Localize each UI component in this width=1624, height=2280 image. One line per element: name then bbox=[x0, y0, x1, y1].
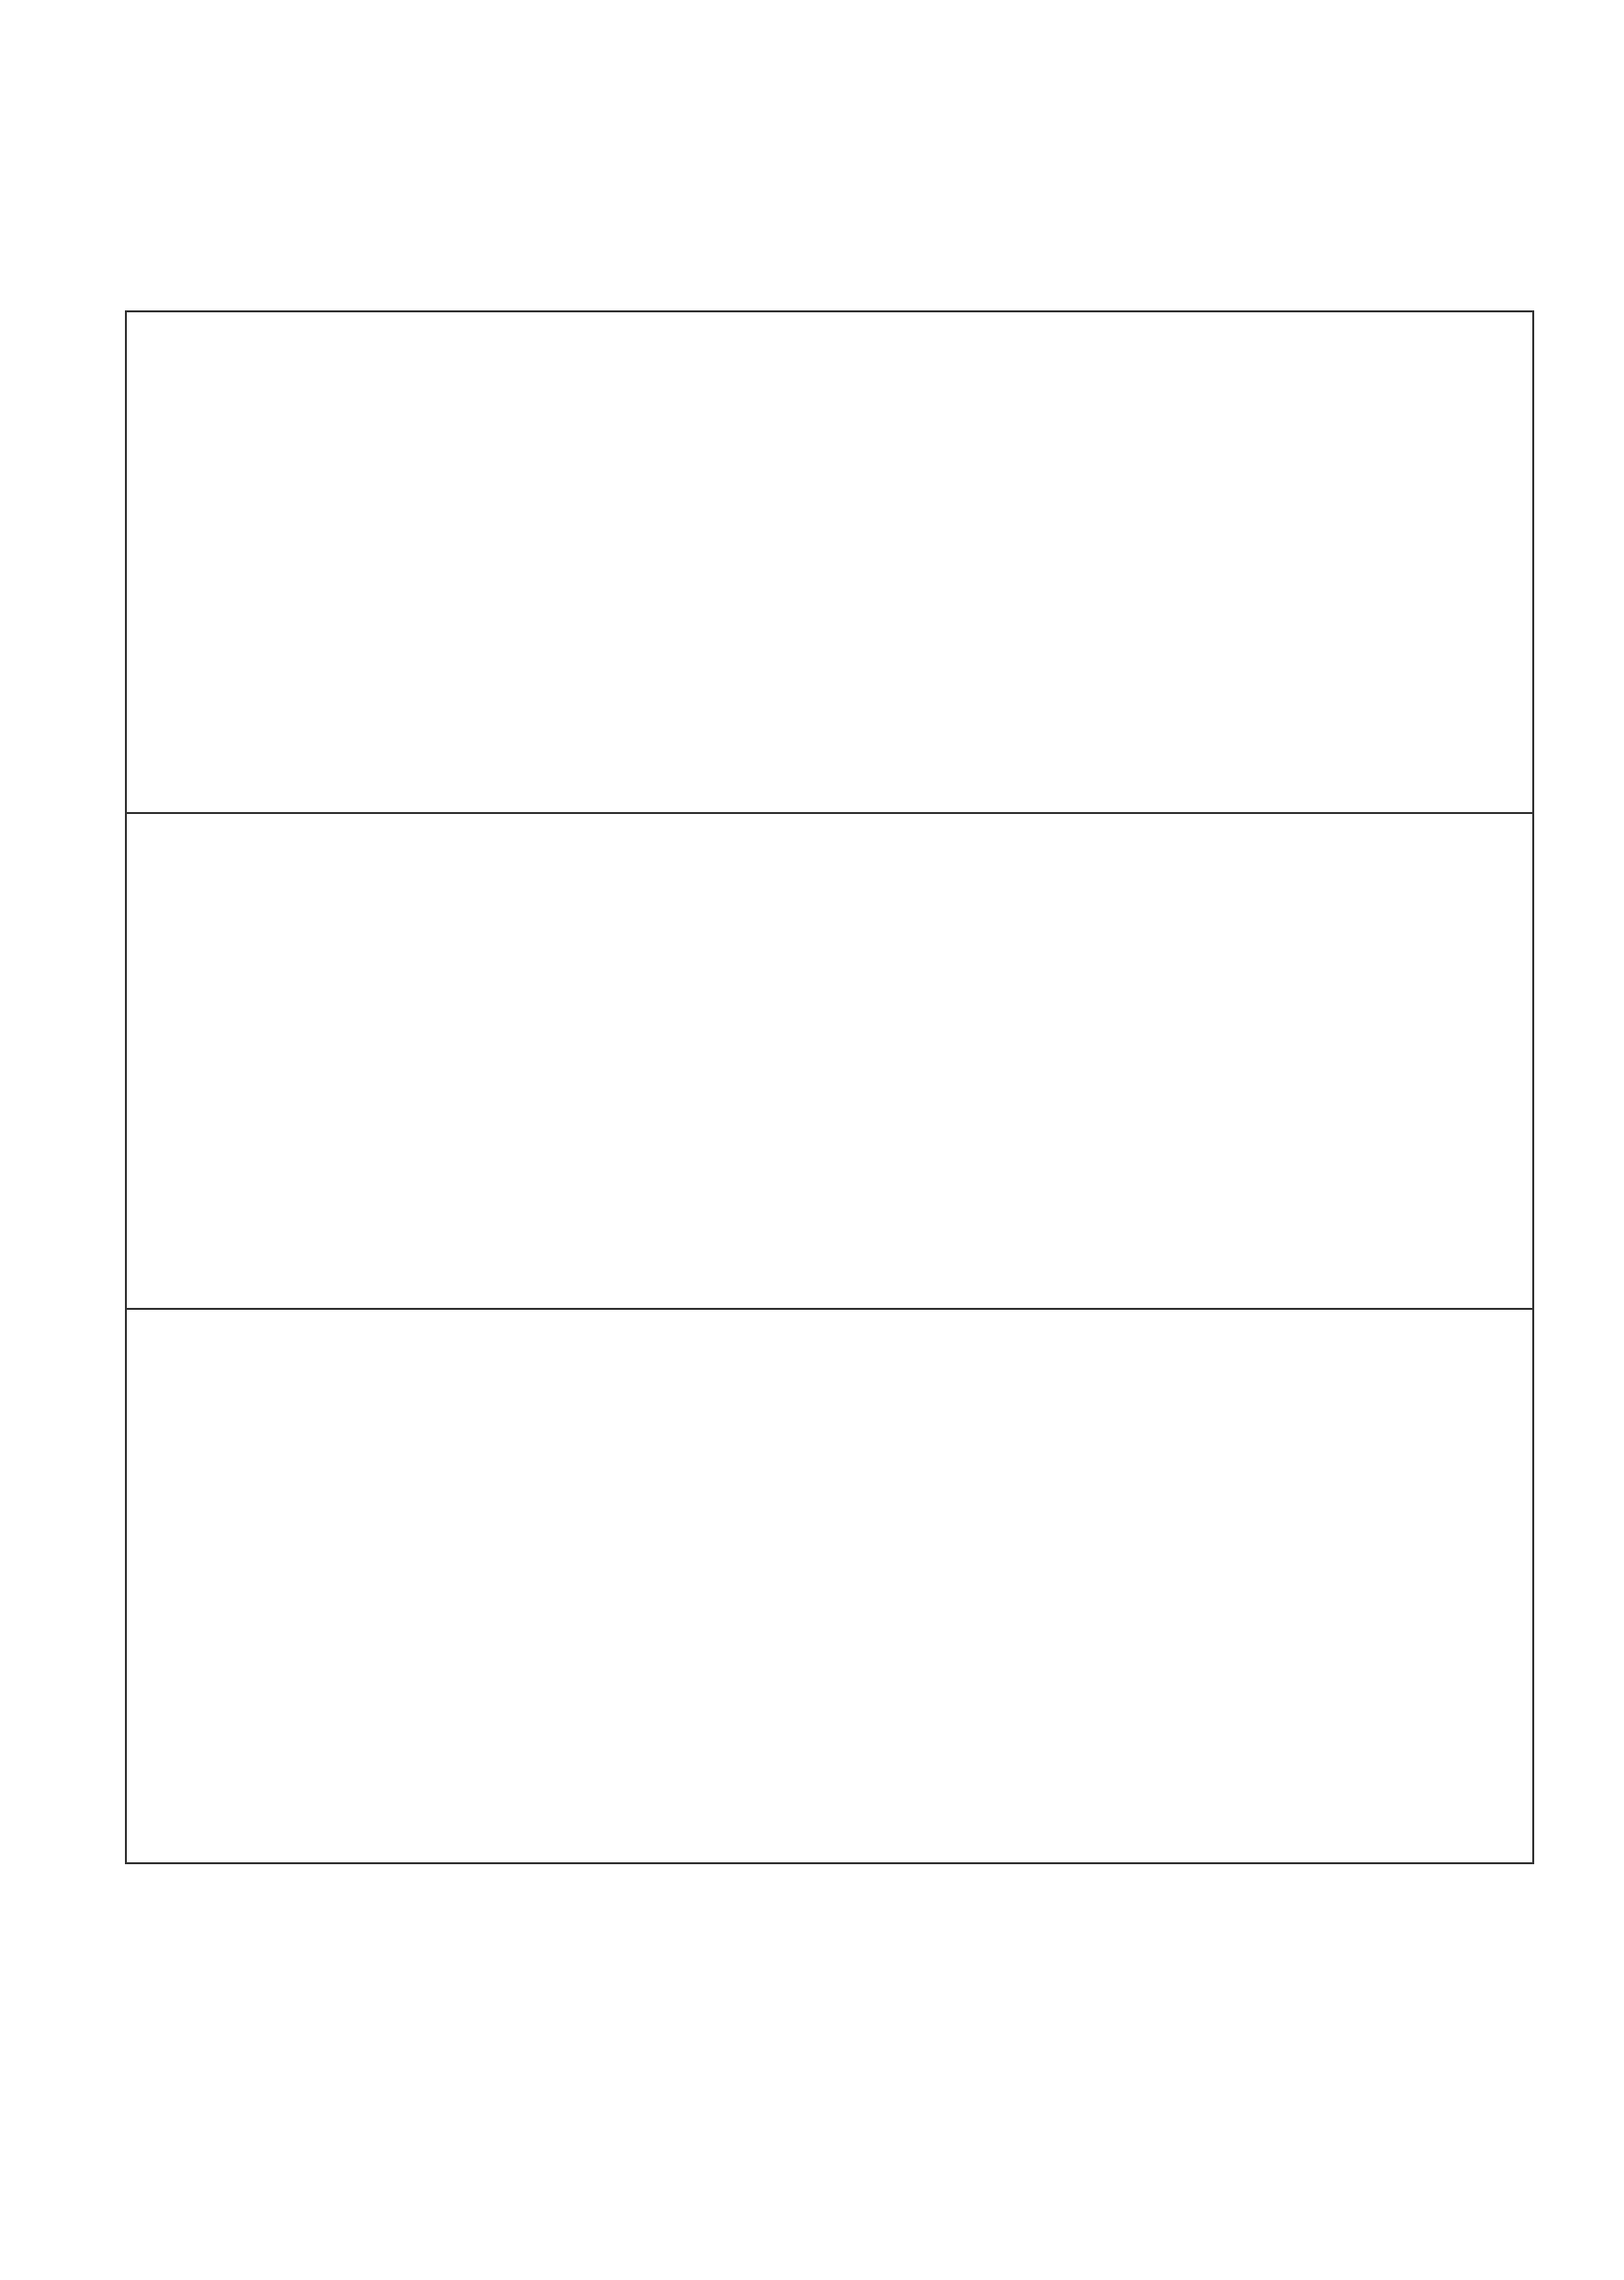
section-title-ruby bbox=[141, 826, 1532, 843]
bottom-music-note-border bbox=[0, 2001, 1624, 2147]
top-music-note-border bbox=[0, 98, 1624, 215]
section-title-ruby bbox=[141, 1322, 1532, 1339]
music-notes-decoration bbox=[0, 98, 1624, 215]
application-form-table bbox=[125, 310, 1534, 1864]
question-ruby bbox=[141, 865, 1532, 882]
music-notes-decoration bbox=[0, 2001, 1624, 2147]
section-title-ruby bbox=[141, 324, 1532, 342]
question-ruby bbox=[141, 363, 1532, 381]
section-improvement-ideas bbox=[127, 812, 1532, 1308]
section-improvement-content bbox=[127, 1308, 1532, 1864]
section-before-improvement bbox=[127, 312, 1532, 812]
